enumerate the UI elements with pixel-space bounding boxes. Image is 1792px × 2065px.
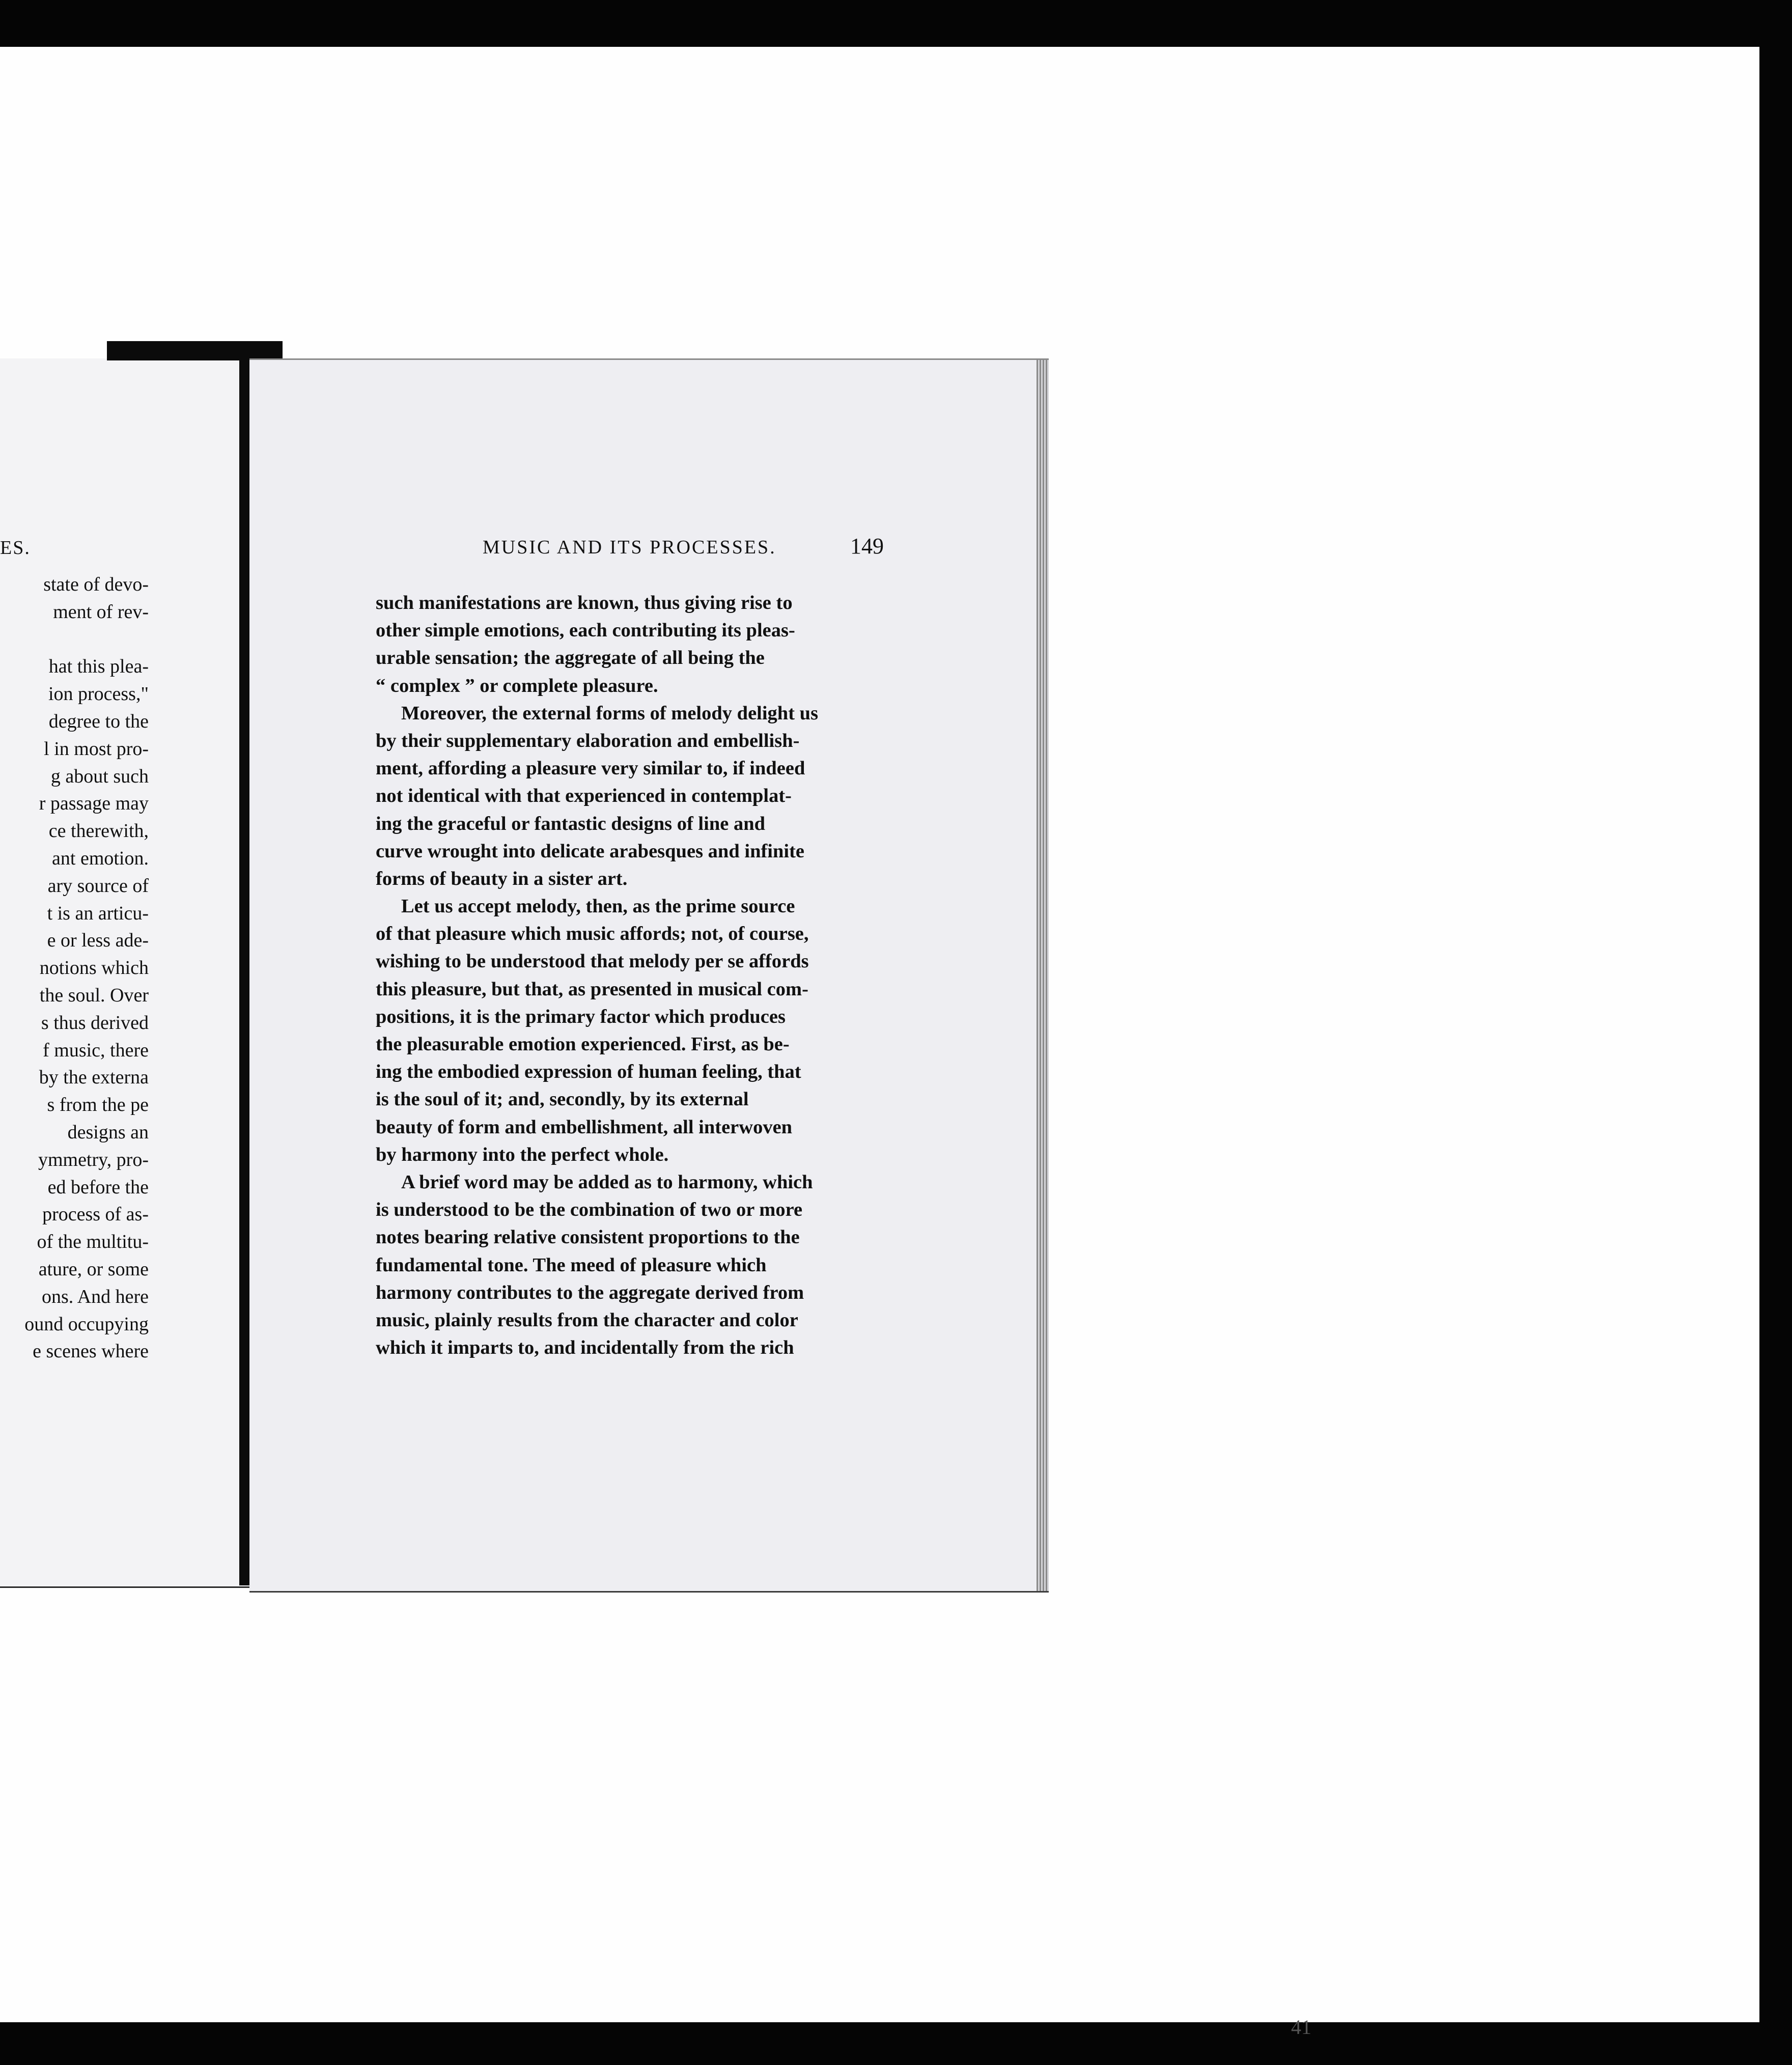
text-line: of that pleasure which music affords; not, of course, — [376, 923, 809, 945]
left-line: state of devo- — [43, 574, 149, 595]
text-line: ing the graceful or fantastic designs of line and — [376, 813, 766, 834]
left-line: hat this plea- — [48, 656, 149, 678]
left-line: ound occupying — [24, 1313, 149, 1335]
text-line: positions, it is the primary factor which produces — [376, 1006, 786, 1027]
left-line: the soul. Over — [39, 984, 149, 1006]
text-line: which it imparts to, and incidentally from the rich — [376, 1337, 794, 1359]
text-line: Let us accept melody, then, as the prime source — [401, 896, 795, 917]
page-edge — [1037, 360, 1049, 1591]
left-page-text — [0, 571, 149, 1365]
left-line: s thus derived — [41, 1012, 149, 1034]
text-line: by harmony into the perfect whole. — [376, 1143, 669, 1165]
left-line: ce therewith, — [48, 820, 149, 842]
left-line: r passage may — [39, 793, 149, 815]
text-line: beauty of form and embellishment, all interwoven — [376, 1116, 793, 1138]
running-head: MUSIC AND ITS PROCESSES. — [483, 537, 776, 558]
left-line: l in most pro- — [44, 738, 149, 760]
page-body-text — [376, 589, 894, 1361]
text-line: this pleasure, but that, as presented in musical com- — [376, 978, 808, 1000]
left-line: ature, or some — [38, 1258, 149, 1280]
binding-tab — [107, 341, 283, 360]
text-line: fundamental tone. The meed of pleasure which — [376, 1254, 767, 1276]
left-line: of the multitu- — [37, 1231, 149, 1253]
left-line: e scenes where — [33, 1341, 149, 1362]
left-line: notions which — [39, 957, 149, 979]
sheet-corner — [1746, 47, 1759, 113]
text-line: such manifestations are known, thus giving rise to — [376, 592, 793, 613]
text-line: urable sensation; the aggregate of all being the — [376, 647, 765, 669]
left-line: ant emotion. — [52, 847, 149, 869]
left-line: ymmetry, pro- — [38, 1149, 149, 1170]
left-line: f music, there — [43, 1039, 149, 1061]
text-line: “ complex ” or complete pleasure. — [376, 675, 658, 696]
left-line: e or less ade- — [47, 930, 149, 952]
left-line: degree to the — [48, 710, 149, 732]
left-line: ed before the — [47, 1176, 149, 1198]
text-line: is understood to be the combination of two or more — [376, 1199, 803, 1221]
text-line: notes bearing relative consistent proportions to the — [376, 1226, 800, 1248]
left-line: ion process," — [48, 683, 149, 705]
right-page — [249, 358, 1049, 1593]
text-line: ing the embodied expression of human feeling, that — [376, 1061, 801, 1083]
page-number: 149 — [850, 534, 884, 559]
left-line: ment of rev- — [53, 601, 149, 623]
text-line: wishing to be understood that melody per se affords — [376, 951, 809, 972]
text-line: other simple emotions, each contributing its pleas- — [376, 620, 795, 641]
left-line: s from the pe — [47, 1094, 149, 1116]
text-line: A brief word may be added as to harmony, which — [401, 1171, 813, 1193]
scan-stamp: 41 — [1291, 2016, 1311, 2039]
text-line: is the soul of it; and, secondly, by its external — [376, 1089, 749, 1110]
text-line: curve wrought into delicate arabesques and infinite — [376, 840, 805, 862]
left-line: t is an articu- — [47, 902, 149, 924]
left-line: designs an — [67, 1121, 149, 1143]
left-line: process of as- — [42, 1204, 149, 1225]
left-line: ons. And here — [41, 1286, 149, 1307]
left-running-head: ES. — [0, 537, 31, 559]
paragraph-gap — [0, 626, 149, 654]
left-line: g about such — [50, 765, 149, 787]
text-line: music, plainly results from the character and color — [376, 1309, 798, 1331]
text-line: Moreover, the external forms of melody delight us — [401, 702, 819, 724]
text-line: ment, affording a pleasure very similar to, if indeed — [376, 758, 805, 779]
text-line: the pleasurable emotion experienced. First, as be- — [376, 1034, 790, 1055]
text-line: by their supplementary elaboration and embellish- — [376, 730, 800, 751]
left-page — [0, 358, 265, 1588]
left-line: ary source of — [47, 875, 149, 897]
text-line: harmony contributes to the aggregate derived from — [376, 1281, 804, 1303]
left-line: by the externa — [39, 1067, 149, 1089]
text-line: forms of beauty in a sister art. — [376, 868, 628, 889]
text-line: not identical with that experienced in contemplat- — [376, 785, 792, 807]
